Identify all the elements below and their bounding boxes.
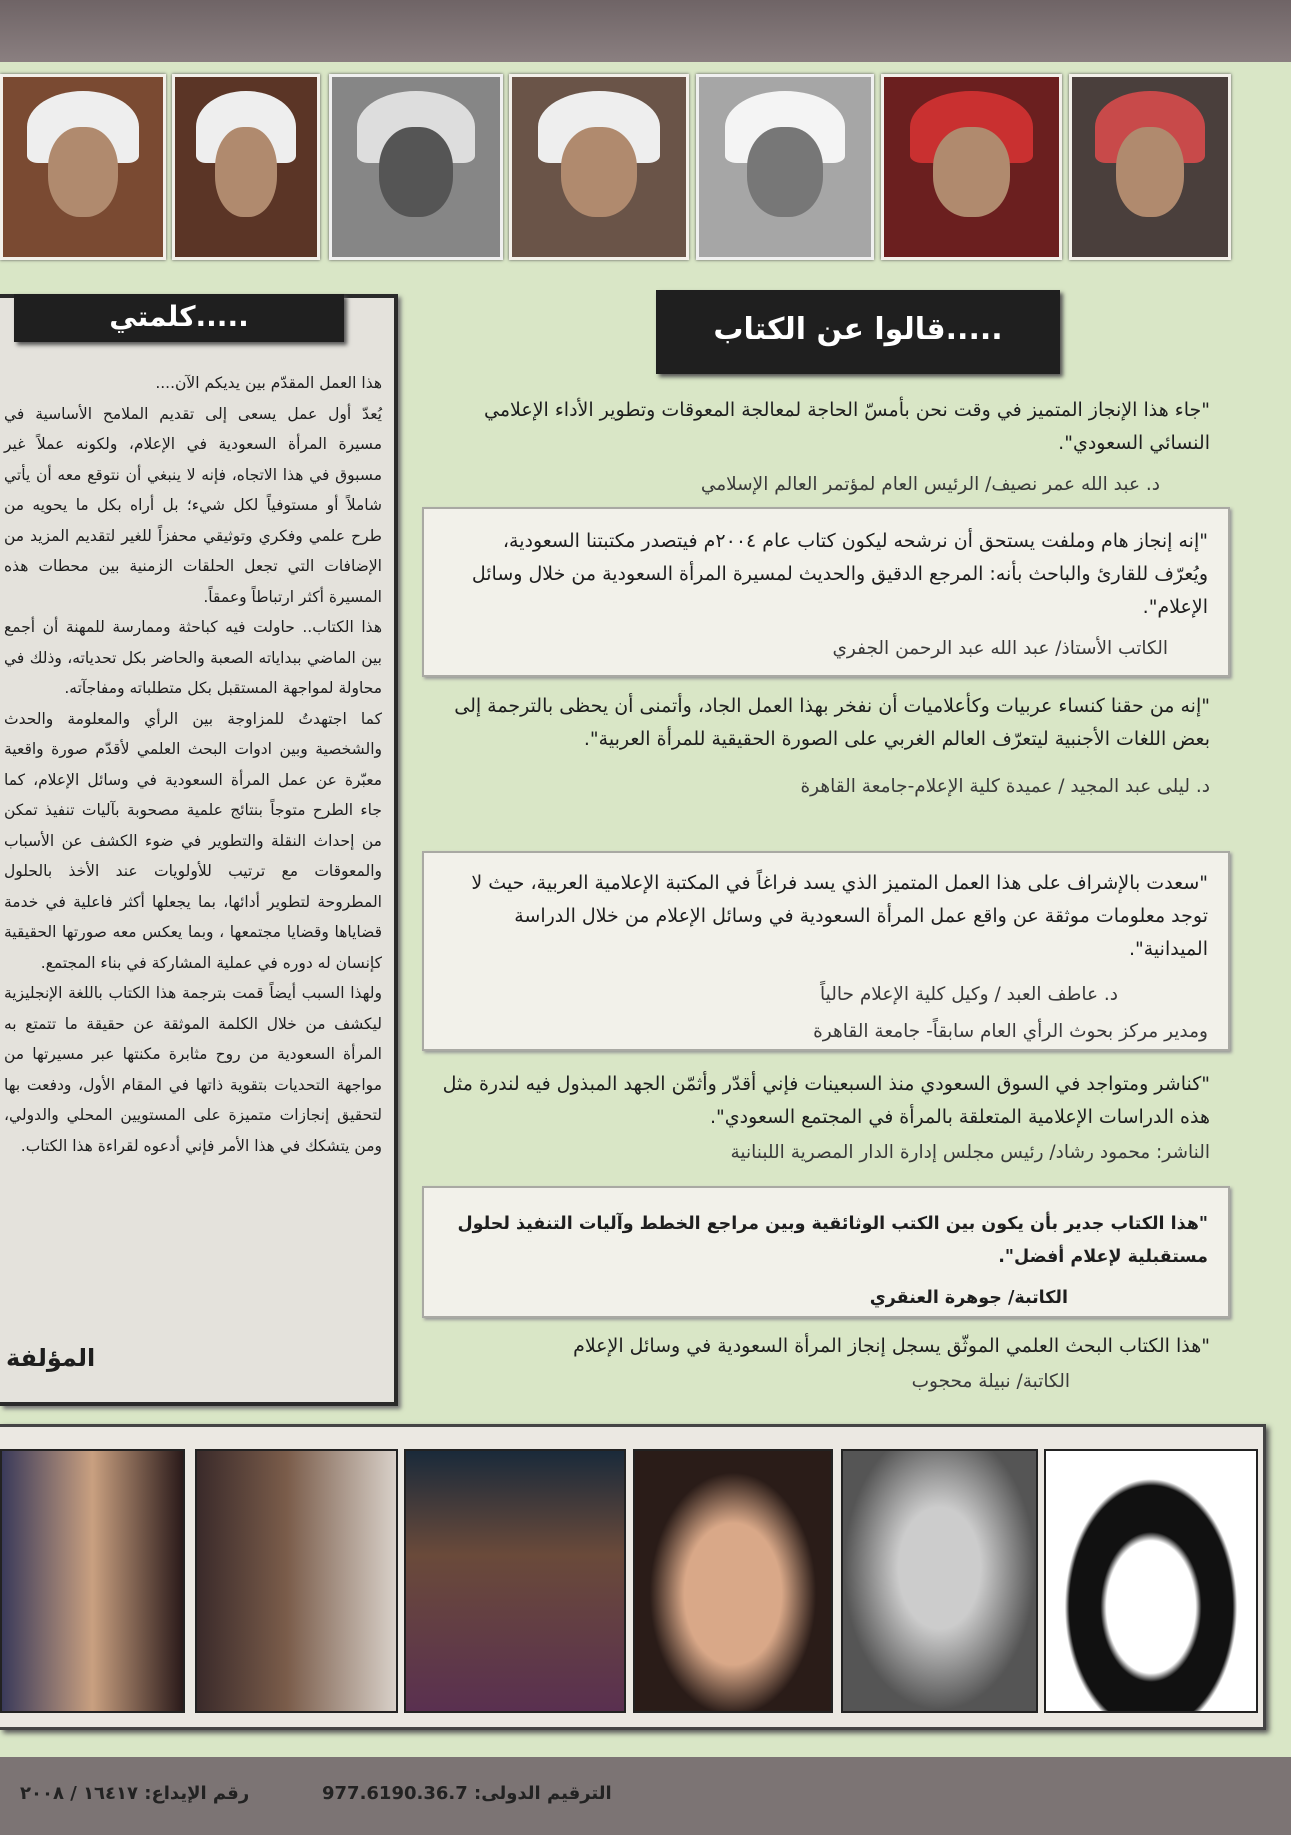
paragraph: ولهذا السبب أيضاً قمت بترجمة هذا الكتاب باللغة الإنجليزية ليكشف من خلال الكلمة الموثقة عن حقيقة ما تتمتع به المرأة السعودية من روح مثابرة مكنتها عبر مسيرتها من مواجهة التحديات بتقوية ذاتها في المقام الأول، ودفعت بها لتحقيق إنجازات متميزة على المستويين المحلي والدولي، ومن يتشكك في هذا الأمر فإني أدعوه لقراءة هذا الكتاب. — [4, 984, 382, 1155]
event-photo — [0, 1449, 185, 1713]
quote-attribution: د. عبد الله عمر نصيف/ الرئيس العام لمؤتمر العالم الإسلامي — [700, 474, 1160, 495]
portrait-illustration — [1044, 1449, 1258, 1713]
quote-text: "جاء هذا الإنجاز المتميز في وقت نحن بأمسّ الحاجة لمعالجة المعوقات وتطوير الأداء الإعلامي النسائي السعودي". — [484, 399, 1210, 454]
review-quote — [422, 851, 1230, 1051]
paragraph: هذا الكتاب.. حاولت فيه كباحثة وممارسة للمهنة أن أجمع بين الماضي ببداياته الصعبة والحاضر بكل تحدياته، وذلك في محاولة لمواجهة المستقبل بكل متطلباته ومفاجآته. — [4, 618, 382, 697]
quote-attribution: د. عاطف العبد / وكيل كلية الإعلام حالياً — [820, 984, 1118, 1005]
author-note-title: كلمتي..... — [14, 294, 344, 342]
quote-attribution-2: ومدير مركز بحوث الرأي العام سابقاً- جامعة القاهرة — [813, 1021, 1208, 1042]
isbn-text: الترقيم الدولى: 977.6190.36.7 — [322, 1783, 612, 1804]
quote-attribution: الكاتبة/ نبيلة محجوب — [911, 1371, 1070, 1392]
review-quote — [422, 1068, 1230, 1169]
paragraph: كما اجتهدتُ للمزاوجة بين الرأي والمعلومة والحدث والشخصية وبين ادوات البحث العلمي لأقدّم صورة واقعية معبّرة عن عمل المرأة السعودية في وسائل الإعلام، كما جاء الطرح متوجاً بنتائج علمية مصحوبة بآليات تنفيذ تمكن من إحداث النقلة والتطوير في ضوء الكشف عن الأسباب والمعوقات مع ترتيب للأولويات عند الأخذ بالحلول المطروحة لتطوير أدائها، بما يجعلها أكثر فاعلية في خدمة قضاياها وقضايا مجتمعها ، وبما يعكس معه صورتها الحقيقية كإنسان له دوره في عملية المشاركة في بناء المجتمع. — [4, 709, 382, 972]
portrait-photo — [881, 74, 1062, 260]
review-quote — [422, 690, 1230, 803]
portrait-photo — [841, 1449, 1038, 1713]
quote-text: "إنه إنجاز هام وملفت يستحق أن نرشحه ليكون كتاب عام ٢٠٠٤م فيتصدر مكتبتنا السعودية، ويُعرّف للقارئ والباحث بأنه: المرجع الدقيق والحديث لمسيرة المرأة السعودية من خلال وسائل الإعلام". — [471, 530, 1208, 618]
event-photo — [404, 1449, 626, 1713]
review-quote — [422, 1186, 1230, 1318]
reviews-title: قالوا عن الكتاب..... — [656, 290, 1060, 374]
portrait-photo — [1069, 74, 1231, 260]
quote-text: "هذا الكتاب جدير بأن يكون بين الكتب الوثائقية وبين مراجع الخطط وآليات التنفيذ لحلول مستقبلية لإعلام أفضل". — [457, 1214, 1208, 1267]
review-quote — [422, 394, 1230, 501]
quote-text: "إنه من حقنا كنساء عربيات وكأعلاميات أن نفخر بهذا العمل الجاد، وأتمنى أن يحظى بالترجمة إلى بعض اللغات الأجنبية ليتعرّف العالم الغربي على الصورة الحقيقية للمرأة العربية". — [454, 695, 1210, 750]
portrait-photo — [696, 74, 874, 260]
quote-text: "سعدت بالإشراف على هذا العمل المتميز الذي يسد فراغاً في المكتبة الإعلامية العربية، حيث لا توجد معلومات موثقة عن واقع عمل المرأة السعودية في وسائل الإعلام من خلال الدراسة الميدانية". — [471, 872, 1208, 960]
portrait-photo — [633, 1449, 833, 1713]
quote-attribution: الكاتبة/ جوهرة العنقري — [869, 1288, 1068, 1308]
author-note-panel — [0, 294, 398, 1406]
quote-text: "كناشر ومتواجد في السوق السعودي منذ السبعينات فإني أقدّر وأثمّن الجهد المبذول فيه لندرة مثل هذه الدراسات الإعلامية المتعلقة بالمرأة في المجتمع السعودي". — [442, 1073, 1210, 1128]
deposit-number: رقم الإيداع: ١٦٤١٧ / ٢٠٠٨ — [20, 1783, 250, 1804]
portrait-photo — [0, 74, 166, 260]
quote-attribution: الناشر: محمود رشاد/ رئيس مجلس إدارة الدار المصرية اللبنانية — [730, 1142, 1210, 1163]
quote-text: "هذا الكتاب البحث العلمي الموثّق يسجل إنجاز المرأة السعودية في وسائل الإعلام — [573, 1335, 1210, 1357]
review-quote — [422, 507, 1230, 677]
author-note-text — [4, 368, 382, 1161]
portrait-photo — [329, 74, 503, 260]
quote-attribution: د. ليلى عبد المجيد / عميدة كلية الإعلام-جامعة القاهرة — [800, 776, 1210, 797]
author-signature: المؤلفة — [6, 1344, 96, 1372]
footer-bar — [0, 1757, 1291, 1835]
portrait-photo — [509, 74, 689, 260]
review-quote — [422, 1330, 1230, 1398]
paragraph: يُعدّ أول عمل يسعى إلى تقديم الملامح الأساسية في مسيرة المرأة السعودية في الإعلام، ولكونه عملاً غير مسبوق في هذا الاتجاه، فإنه لا ينبغي أن نتوقع معه أن يأتي شاملاً أو مستوفياً لكل شيء؛ بل أراه بكل ما يحويه من طرح علمي وفكري وتوثيقي محفزاً للغير لتقديم المزيد من الإضافات التي تجعل الحلقات الزمنية بين محطات هذه المسيرة أكثر ارتباطاً وعمقاً. — [4, 404, 382, 606]
paragraph: هذا العمل المقدّم بين يديكم الآن.... — [155, 374, 382, 392]
quote-attribution: الكاتب الأستاذ/ عبد الله عبد الرحمن الجفري — [832, 638, 1168, 659]
portrait-photo — [172, 74, 320, 260]
bottom-photo-strip — [0, 1424, 1266, 1730]
event-photo — [195, 1449, 398, 1713]
top-band — [0, 0, 1291, 62]
